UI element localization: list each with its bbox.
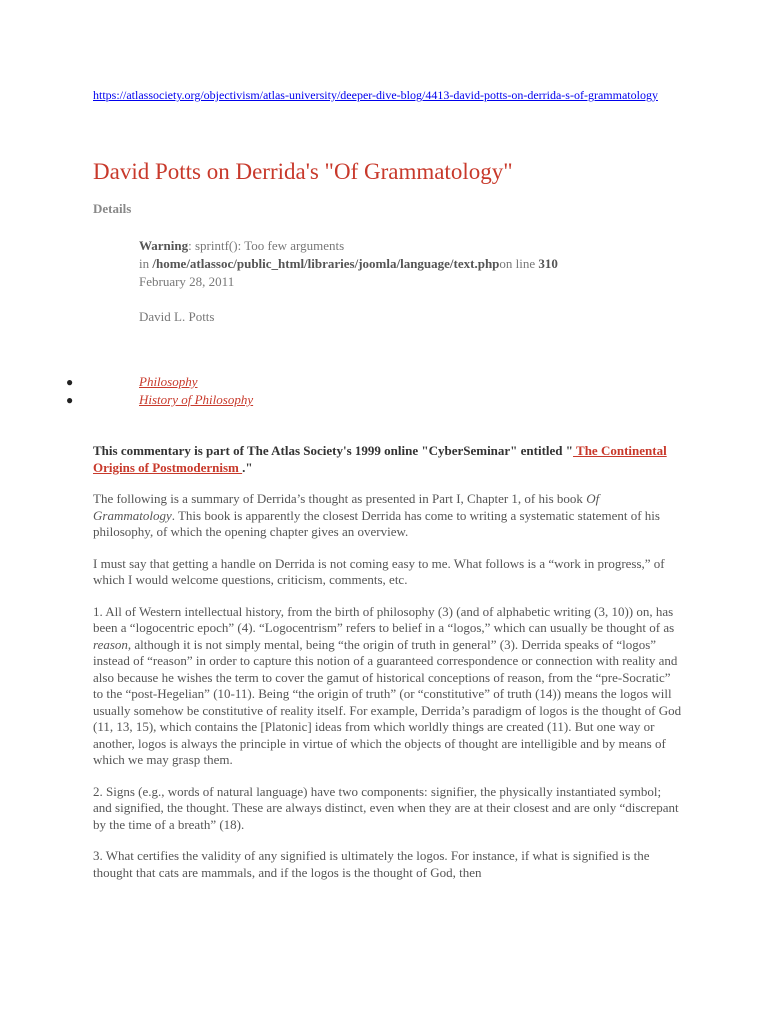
paragraph-point-3: 3. What certifies the validity of any signified is ultimately the logos. For instance, if what is signified is the thought that cats are mammals, and if the logos is the thought of God, then: [93, 848, 650, 880]
paragraph-text: , although it is not simply mental, being “the origin of truth in general” (3). Derrida speaks of “logos” instead of “reason” in order to capture this notion of a guaranteed correspondence or connection with reality and also because he wishes the term to cover the gamut of historical conceptions of reason, from the “pre-Socratic” to the “post-Hegelian” (10-11). Being “the origin of truth” (or “constitutive” of truth (14)) means the logos will usually somehow be constitutive of reality itself. For example, Derrida’s paradigm of logos is the thought of God (11, 13, 15), which contains the [Platonic] ideas from which worldly things are created (11). But one way or another, logos is always the principle in virtue of which the objects of thought are intelligible and by means of which we may grasp them.: [93, 636, 682, 767]
article-body: [93, 443, 683, 896]
bullet-icon: ●: [66, 393, 74, 407]
paragraph-point-2: 2. Signs (e.g., words of natural language) have two components: signifier, the physically instantiated symbol; and signified, the thought. These are always distinct, even when they are at their closest and are only “discrepant by the time of a breath” (18).: [93, 783, 679, 832]
source-url-link[interactable]: https://atlassociety.org/objectivism/atlas-university/deeper-dive-blog/4413-david-potts-on-derrida-s-of-grammatology: [93, 88, 658, 102]
warning-line-2: [139, 255, 699, 273]
emphasis-reason: reason: [93, 636, 128, 652]
warning-on-line-text: on line: [499, 256, 539, 271]
article-meta: [139, 237, 699, 291]
paragraph-text: 1. All of Western intellectual history, from the birth of philosophy (3) (and of alphabetic writing (3, 10)) on, has been a “logocentric epoch” (4). “Logocentrism” refers to belief in a “logos,” which can usually be thought of as: [93, 603, 675, 635]
warning-in-text: in: [139, 256, 153, 271]
article-title: David Potts on Derrida's "Of Grammatology": [93, 159, 513, 184]
details-label: Details: [93, 201, 132, 216]
paragraph-point-1: [93, 604, 683, 769]
warning-label: Warning: [139, 238, 189, 253]
intro-text: This commentary is part of The Atlas Society's 1999 online "CyberSeminar" entitled ": [93, 443, 574, 458]
intro-end: .": [242, 459, 253, 475]
intro-paragraph: [93, 443, 683, 476]
paragraph-work-in-progress: I must say that getting a handle on Derrida is not coming easy to me. What follows is a “work in progress,” of which I would welcome questions, criticism, comments, etc.: [93, 555, 665, 587]
warning-path: /home/atlassoc/public_html/libraries/joomla/language/text.php: [152, 256, 500, 271]
publish-date: February 28, 2011: [139, 274, 235, 289]
warning-message: : sprintf(): Too few arguments: [188, 238, 345, 253]
warning-line-number: 310: [538, 256, 558, 271]
bullet-icon: ●: [66, 375, 74, 389]
source-url: [93, 88, 693, 103]
warning-line-1: [139, 237, 699, 255]
paragraph-text: The following is a summary of Derrida’s thought as presented in Part I, Chapter 1, of his book: [93, 491, 587, 506]
paragraph-text: . This book is apparently the closest Derrida has come to writing a systematic statement of his philosophy, of which the opening chapter gives an overview.: [93, 507, 660, 539]
paragraph-summary: [93, 491, 683, 541]
book-title: Of Grammatology: [93, 491, 600, 523]
category-link-history-of-philosophy[interactable]: History of Philosophy: [139, 392, 254, 407]
author-name: David L. Potts: [139, 309, 215, 324]
seminar-link[interactable]: The Continental Origins of Postmodernism: [93, 443, 667, 475]
category-link-philosophy[interactable]: Philosophy: [139, 374, 198, 389]
